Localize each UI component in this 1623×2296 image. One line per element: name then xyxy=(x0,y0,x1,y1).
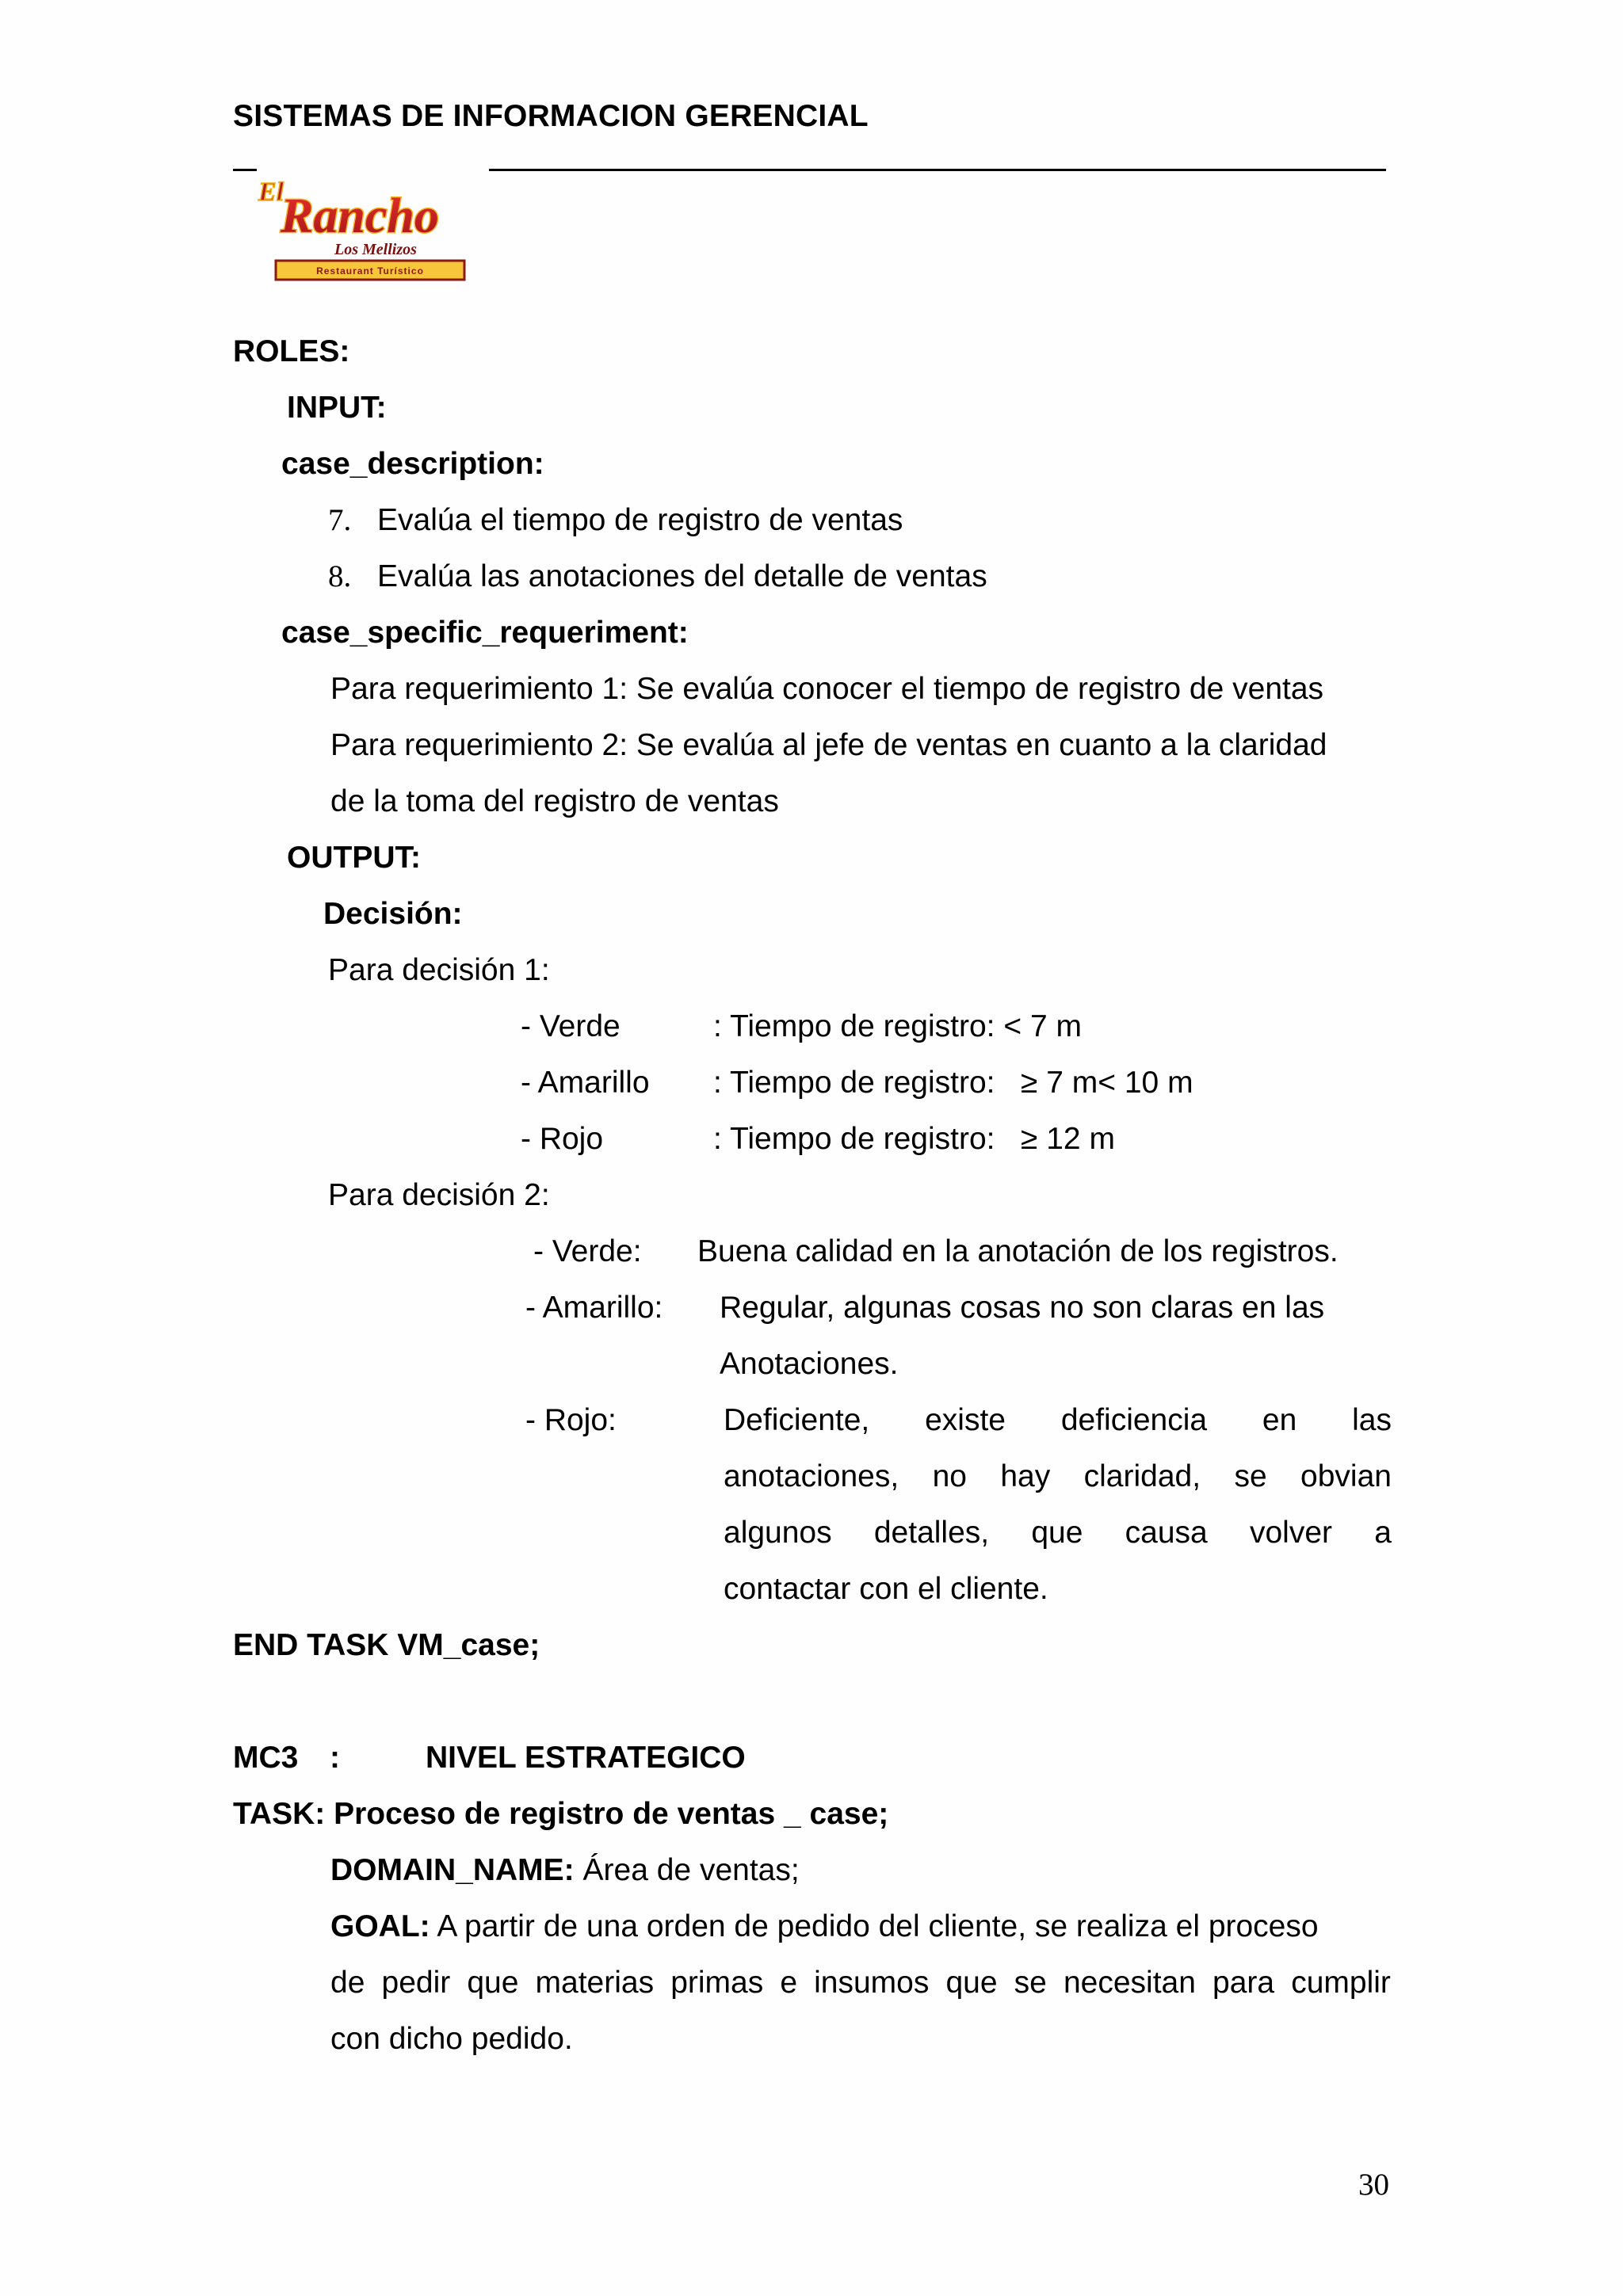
word: pedir xyxy=(381,1966,451,2000)
decision2-text-rojo-line: contactar con el cliente. xyxy=(724,1572,1048,1606)
word: se xyxy=(1014,1966,1047,2000)
logo-tagline-text: Restaurant Turístico xyxy=(316,265,424,277)
requirement-line: Para requerimiento 2: Se evalúa al jefe de ventas en cuanto a la claridad xyxy=(330,728,1327,762)
word: las xyxy=(1352,1403,1392,1437)
goal-line xyxy=(330,1911,1319,1942)
decision1-label: Para decisión 1: xyxy=(328,953,550,987)
list-item-number: 7. xyxy=(328,503,352,537)
decision2-color-verde: - Verde: xyxy=(533,1234,642,1268)
word: hay xyxy=(1000,1459,1051,1493)
word: primas xyxy=(670,1966,764,2000)
requirement-line: de la toma del registro de ventas xyxy=(330,784,779,818)
word: detalles, xyxy=(873,1516,990,1550)
word: para xyxy=(1212,1966,1275,2000)
list-item-text: Evalúa las anotaciones del detalle de ventas xyxy=(377,559,987,593)
decision2-label: Para decisión 2: xyxy=(328,1178,550,1212)
word: cumplir xyxy=(1291,1966,1391,2000)
decision2-text-rojo-line xyxy=(724,1461,1392,1492)
decision2-text-rojo-line xyxy=(724,1517,1392,1548)
word: obvian xyxy=(1300,1459,1392,1493)
word: se xyxy=(1234,1459,1267,1493)
logo-subtitle-text: Los Mellizos xyxy=(334,241,417,258)
word: volver xyxy=(1249,1516,1333,1550)
decision2-text-verde: Buena calidad en la anotación de los registros. xyxy=(697,1234,1338,1268)
case-specific-heading: case_specific_requeriment: xyxy=(281,616,689,650)
header-rule-long xyxy=(489,169,1386,171)
header-rule-short xyxy=(233,169,257,171)
logo-rancho-text: Rancho xyxy=(281,189,439,243)
word: causa xyxy=(1125,1516,1208,1550)
domain-line xyxy=(330,1855,800,1886)
word: claridad, xyxy=(1083,1459,1201,1493)
decision2-color-rojo: - Rojo: xyxy=(525,1403,617,1437)
word: en xyxy=(1262,1403,1297,1437)
decision2-color-amarillo: - Amarillo: xyxy=(525,1291,663,1325)
mc3-task: TASK: Proceso de registro de ventas _ case; xyxy=(233,1797,889,1831)
word: materias xyxy=(535,1966,655,2000)
page-number: 30 xyxy=(1358,2168,1389,2202)
domain-label: DOMAIN_NAME: xyxy=(330,1853,575,1887)
output-heading: OUTPUT: xyxy=(287,841,421,875)
word: que xyxy=(1031,1516,1083,1550)
case-description-heading: case_description: xyxy=(281,447,544,481)
word: Deficiente, xyxy=(724,1403,870,1437)
mc3-colon: : xyxy=(330,1741,340,1775)
decision2-text-rojo-line xyxy=(724,1405,1392,1436)
decision1-desc-amarillo: : Tiempo de registro: ≥ 7 m< 10 m xyxy=(713,1066,1193,1100)
decision1-desc-verde: : Tiempo de registro: < 7 m xyxy=(713,1009,1082,1043)
word: que xyxy=(945,1966,998,2000)
word: que xyxy=(467,1966,519,2000)
el-rancho-logo xyxy=(255,170,493,289)
list-item-number: 8. xyxy=(328,559,352,593)
decision1-color-rojo: - Rojo xyxy=(521,1122,604,1156)
word: necesitan xyxy=(1063,1966,1196,2000)
decision1-color-amarillo: - Amarillo xyxy=(521,1066,650,1100)
domain-value: Área de ventas; xyxy=(574,1853,800,1887)
word: existe xyxy=(925,1403,1006,1437)
decision-heading: Decisión: xyxy=(323,897,463,931)
logo-el-text: El xyxy=(258,177,285,207)
decision1-desc-rojo: : Tiempo de registro: ≥ 12 m xyxy=(713,1122,1115,1156)
requirement-line: Para requerimiento 1: Se evalúa conocer el tiempo de registro de ventas xyxy=(330,672,1324,706)
mc3-code: MC3 xyxy=(233,1741,299,1775)
word: deficiencia xyxy=(1060,1403,1208,1437)
header-title: SISTEMAS DE INFORMACION GERENCIAL xyxy=(233,99,869,133)
word: insumos xyxy=(814,1966,930,2000)
word: e xyxy=(780,1966,798,2000)
goal-line xyxy=(330,1967,1391,1998)
goal-label: GOAL: xyxy=(330,1909,430,1943)
decision2-text-amarillo: Regular, algunas cosas no son claras en las xyxy=(720,1291,1325,1325)
word: a xyxy=(1374,1516,1392,1550)
mc3-title: NIVEL ESTRATEGICO xyxy=(426,1741,746,1775)
decision2-text-amarillo: Anotaciones. xyxy=(720,1347,899,1381)
list-item-text: Evalúa el tiempo de registro de ventas xyxy=(377,503,903,537)
word: anotaciones, xyxy=(724,1459,899,1493)
decision1-color-verde: - Verde xyxy=(521,1009,621,1043)
word: de xyxy=(330,1966,365,2000)
end-task: END TASK VM_case; xyxy=(233,1628,540,1662)
word: algunos xyxy=(724,1516,832,1550)
word: no xyxy=(932,1459,967,1493)
input-heading: INPUT: xyxy=(287,391,387,425)
goal-text: A partir de una orden de pedido del cliente, se realiza el proceso xyxy=(430,1909,1319,1943)
roles-heading: ROLES: xyxy=(233,334,350,368)
goal-line: con dicho pedido. xyxy=(330,2022,573,2056)
